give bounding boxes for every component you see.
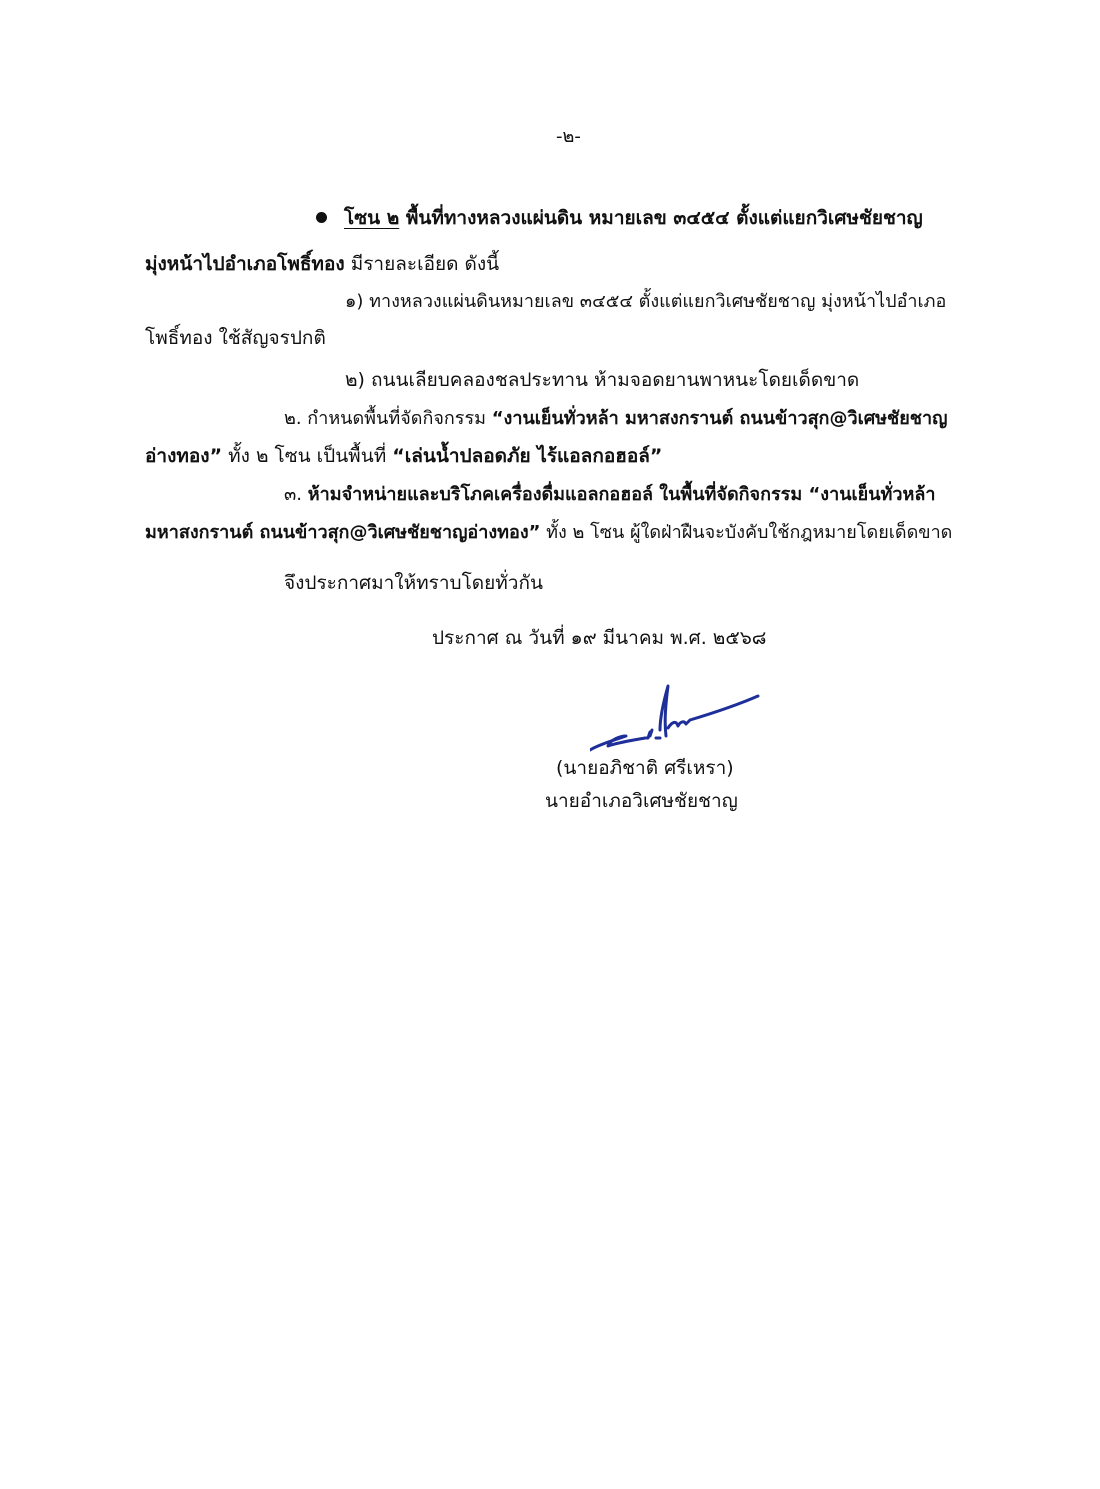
clause3-line2-normal: ทั้ง ๒ โซน ผู้ใดฝ่าฝืนจะบังคับใช้กฎหมายโดยเด็ดขาด — [540, 522, 953, 543]
page-number: -๒- — [556, 126, 581, 147]
item1-line1: ๑) ทางหลวงแผ่นดินหมายเลข ๓๔๕๔ ตั้งแต่แยกวิเศษชัยชาญ มุ่งหน้าไปอำเภอ — [345, 291, 947, 312]
announcement: จึงประกาศมาให้ทราบโดยทั่วกัน — [284, 572, 543, 594]
clause2-line2-normal: ทั้ง ๒ โซน เป็นพื้นที่ — [222, 445, 393, 467]
clause3-line2 — [145, 520, 952, 546]
clause3-line1-normal: ๓. — [284, 484, 308, 505]
clause2-line1-normal: ๒. กำหนดพื้นที่จัดกิจกรรม — [284, 408, 492, 429]
signatory-position: นายอำเภอวิเศษชัยชาญ — [545, 790, 738, 812]
signature-image — [590, 680, 770, 760]
zone2-label: โซน ๒ — [344, 207, 400, 229]
clause2-line1-bold: “งานเย็นทั่วหล้า มหาสงกรานต์ ถนนข้าวสุก@วิเศษชัยชาญ — [491, 408, 948, 429]
clause3-line2-bold: มหาสงกรานต์ ถนนข้าวสุก@วิเศษชัยชาญอ่างทอง” — [145, 522, 541, 543]
clause3-line1-bold: ห้ามจำหน่ายและบริโภคเครื่องดื่มแอลกอฮอล์ ในพื้นที่จัดกิจกรรม “งานเย็นทั่วหล้า — [307, 484, 936, 505]
item2: ๒) ถนนเลียบคลองชลประทาน ห้ามจอดยานพาหนะโดยเด็ดขาด — [345, 369, 860, 391]
zone2-line1-rest: พื้นที่ทางหลวงแผ่นดิน หมายเลข ๓๔๕๔ ตั้งแต่แยกวิเศษชัยชาญ — [399, 207, 923, 229]
clause3-line1 — [284, 482, 935, 508]
zone2-line2-rest: มีรายละเอียด ดังนี้ — [344, 253, 500, 275]
item1-line2: โพธิ์ทอง ใช้สัญจรปกติ — [145, 327, 326, 349]
clause2-line2-bold1: อ่างทอง” — [145, 445, 223, 467]
bullet-icon — [316, 212, 327, 223]
clause2-line2 — [145, 443, 662, 469]
date-line: ประกาศ ณ วันที่ ๑๙ มีนาคม พ.ศ. ๒๕๖๘ — [432, 627, 767, 649]
zone2-heading-line2 — [145, 251, 499, 277]
signatory-name: (นายอภิชาติ ศรีเหรา) — [556, 757, 734, 779]
zone2-heading-line1 — [344, 205, 923, 231]
zone2-line2-bold: มุ่งหน้าไปอำเภอโพธิ์ทอง — [145, 253, 345, 275]
clause2-line2-bold2: “เล่นน้ำปลอดภัย ไร้แอลกอฮอล์” — [392, 445, 663, 467]
clause2-line1 — [284, 406, 947, 432]
